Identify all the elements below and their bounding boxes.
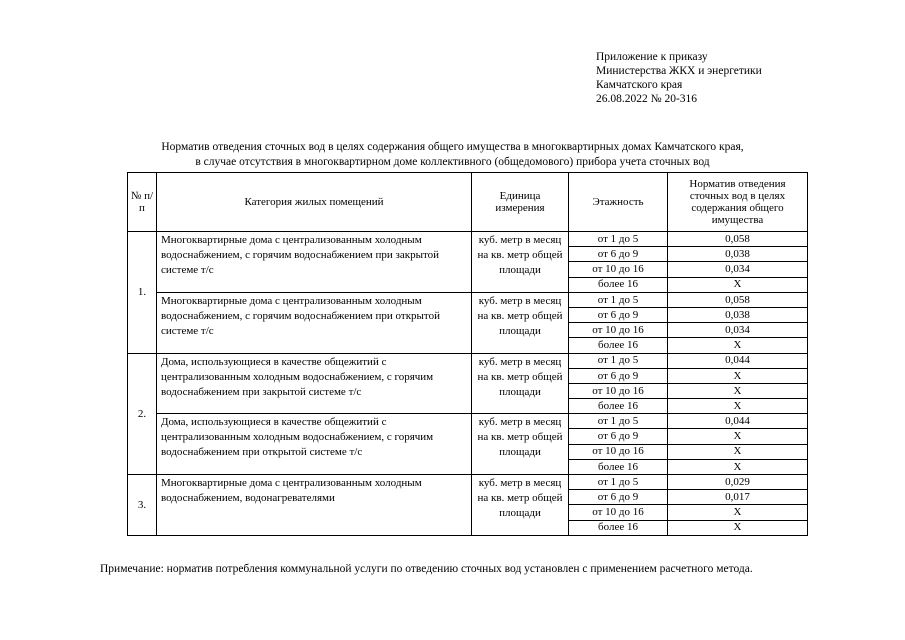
norm-value-cell: Х xyxy=(668,368,808,383)
floors-cell: от 1 до 5 xyxy=(569,414,668,429)
row-number: 1. xyxy=(128,232,157,354)
header-unit: Единица измерения xyxy=(472,173,569,232)
category-cell: Дома, использующиеся в качестве общежитий с централизованным холодным водоснабжением, с горячим водоснабжением при закрытой системе т/с xyxy=(157,353,472,414)
norm-value-cell: 0,058 xyxy=(668,232,808,247)
table-row xyxy=(128,475,808,490)
table-row xyxy=(128,353,808,368)
document-title xyxy=(60,140,845,170)
appendix-line: Министерства ЖКХ и энергетики xyxy=(596,65,762,77)
category-cell: Дома, использующиеся в качестве общежитий с централизованным холодным водоснабжением, с горячим водоснабжением при открытой системе т/с xyxy=(157,414,472,475)
floors-cell: от 6 до 9 xyxy=(569,307,668,322)
norm-value-cell: 0,034 xyxy=(668,262,808,277)
norm-value-cell: Х xyxy=(668,383,808,398)
floors-cell: от 1 до 5 xyxy=(569,232,668,247)
appendix-date-number: 26.08.2022 № 20-316 xyxy=(596,93,698,105)
norm-value-cell: Х xyxy=(668,459,808,474)
norm-value-cell: Х xyxy=(668,277,808,292)
floors-cell: более 16 xyxy=(569,338,668,353)
category-cell: Многоквартирные дома с централизованным холодным водоснабжением, с горячим водоснабжением при закрытой системе т/с xyxy=(157,232,472,293)
floors-cell: от 6 до 9 xyxy=(569,490,668,505)
norm-value-cell: 0,034 xyxy=(668,323,808,338)
floors-cell: от 1 до 5 xyxy=(569,475,668,490)
floors-cell: от 1 до 5 xyxy=(569,353,668,368)
header-norm: Норматив отведения сточных вод в целях содержания общего имущества xyxy=(668,173,808,232)
table-row xyxy=(128,232,808,247)
unit-cell: куб. метр в месяц на кв. метр общей площади xyxy=(472,353,569,414)
norm-value-cell: 0,038 xyxy=(668,307,808,322)
header-num: № п/п xyxy=(128,173,157,232)
floors-cell: более 16 xyxy=(569,399,668,414)
floors-cell: более 16 xyxy=(569,520,668,535)
floors-cell: от 10 до 16 xyxy=(569,262,668,277)
norm-value-cell: 0,044 xyxy=(668,414,808,429)
row-number: 3. xyxy=(128,475,157,536)
floors-cell: от 10 до 16 xyxy=(569,505,668,520)
category-cell: Многоквартирные дома с централизованным холодным водоснабжением, водонагревателями xyxy=(157,475,472,536)
title-line-1: Норматив отведения сточных вод в целях содержания общего имущества в многоквартирных домах Камчатского края, xyxy=(161,141,744,153)
row-number: 2. xyxy=(128,353,157,475)
floors-cell: от 6 до 9 xyxy=(569,368,668,383)
norm-value-cell: 0,038 xyxy=(668,247,808,262)
floors-cell: от 10 до 16 xyxy=(569,383,668,398)
unit-cell: куб. метр в месяц на кв. метр общей площади xyxy=(472,475,569,536)
norm-value-cell: Х xyxy=(668,444,808,459)
appendix-header xyxy=(596,50,762,106)
footnote: Примечание: норматив потребления коммунальной услуги по отведению сточных вод установлен с применением расчетного метода. xyxy=(100,563,753,575)
floors-cell: более 16 xyxy=(569,459,668,474)
floors-cell: более 16 xyxy=(569,277,668,292)
header-floors: Этажность xyxy=(569,173,668,232)
unit-cell: куб. метр в месяц на кв. метр общей площади xyxy=(472,292,569,353)
table-row xyxy=(128,292,808,307)
norm-value-cell: Х xyxy=(668,338,808,353)
floors-cell: от 10 до 16 xyxy=(569,444,668,459)
norm-table xyxy=(127,172,808,536)
floors-cell: от 10 до 16 xyxy=(569,323,668,338)
norm-value-cell: 0,044 xyxy=(668,353,808,368)
norm-value-cell: Х xyxy=(668,520,808,535)
floors-cell: от 1 до 5 xyxy=(569,292,668,307)
norm-value-cell: 0,017 xyxy=(668,490,808,505)
header-category: Категория жилых помещений xyxy=(157,173,472,232)
floors-cell: от 6 до 9 xyxy=(569,429,668,444)
category-cell: Многоквартирные дома с централизованным холодным водоснабжением, с горячим водоснабжением при открытой системе т/с xyxy=(157,292,472,353)
appendix-line: Камчатского края xyxy=(596,79,683,91)
title-line-2: в случае отсутствия в многоквартирном доме коллективного (общедомового) прибора учета сточных вод xyxy=(195,156,710,168)
norm-value-cell: Х xyxy=(668,399,808,414)
norm-value-cell: Х xyxy=(668,429,808,444)
norm-value-cell: Х xyxy=(668,505,808,520)
table-header-row xyxy=(128,173,808,232)
unit-cell: куб. метр в месяц на кв. метр общей площади xyxy=(472,232,569,293)
norm-value-cell: 0,029 xyxy=(668,475,808,490)
unit-cell: куб. метр в месяц на кв. метр общей площади xyxy=(472,414,569,475)
floors-cell: от 6 до 9 xyxy=(569,247,668,262)
table-body xyxy=(128,232,808,536)
table-row xyxy=(128,414,808,429)
appendix-line: Приложение к приказу xyxy=(596,51,708,63)
norm-value-cell: 0,058 xyxy=(668,292,808,307)
